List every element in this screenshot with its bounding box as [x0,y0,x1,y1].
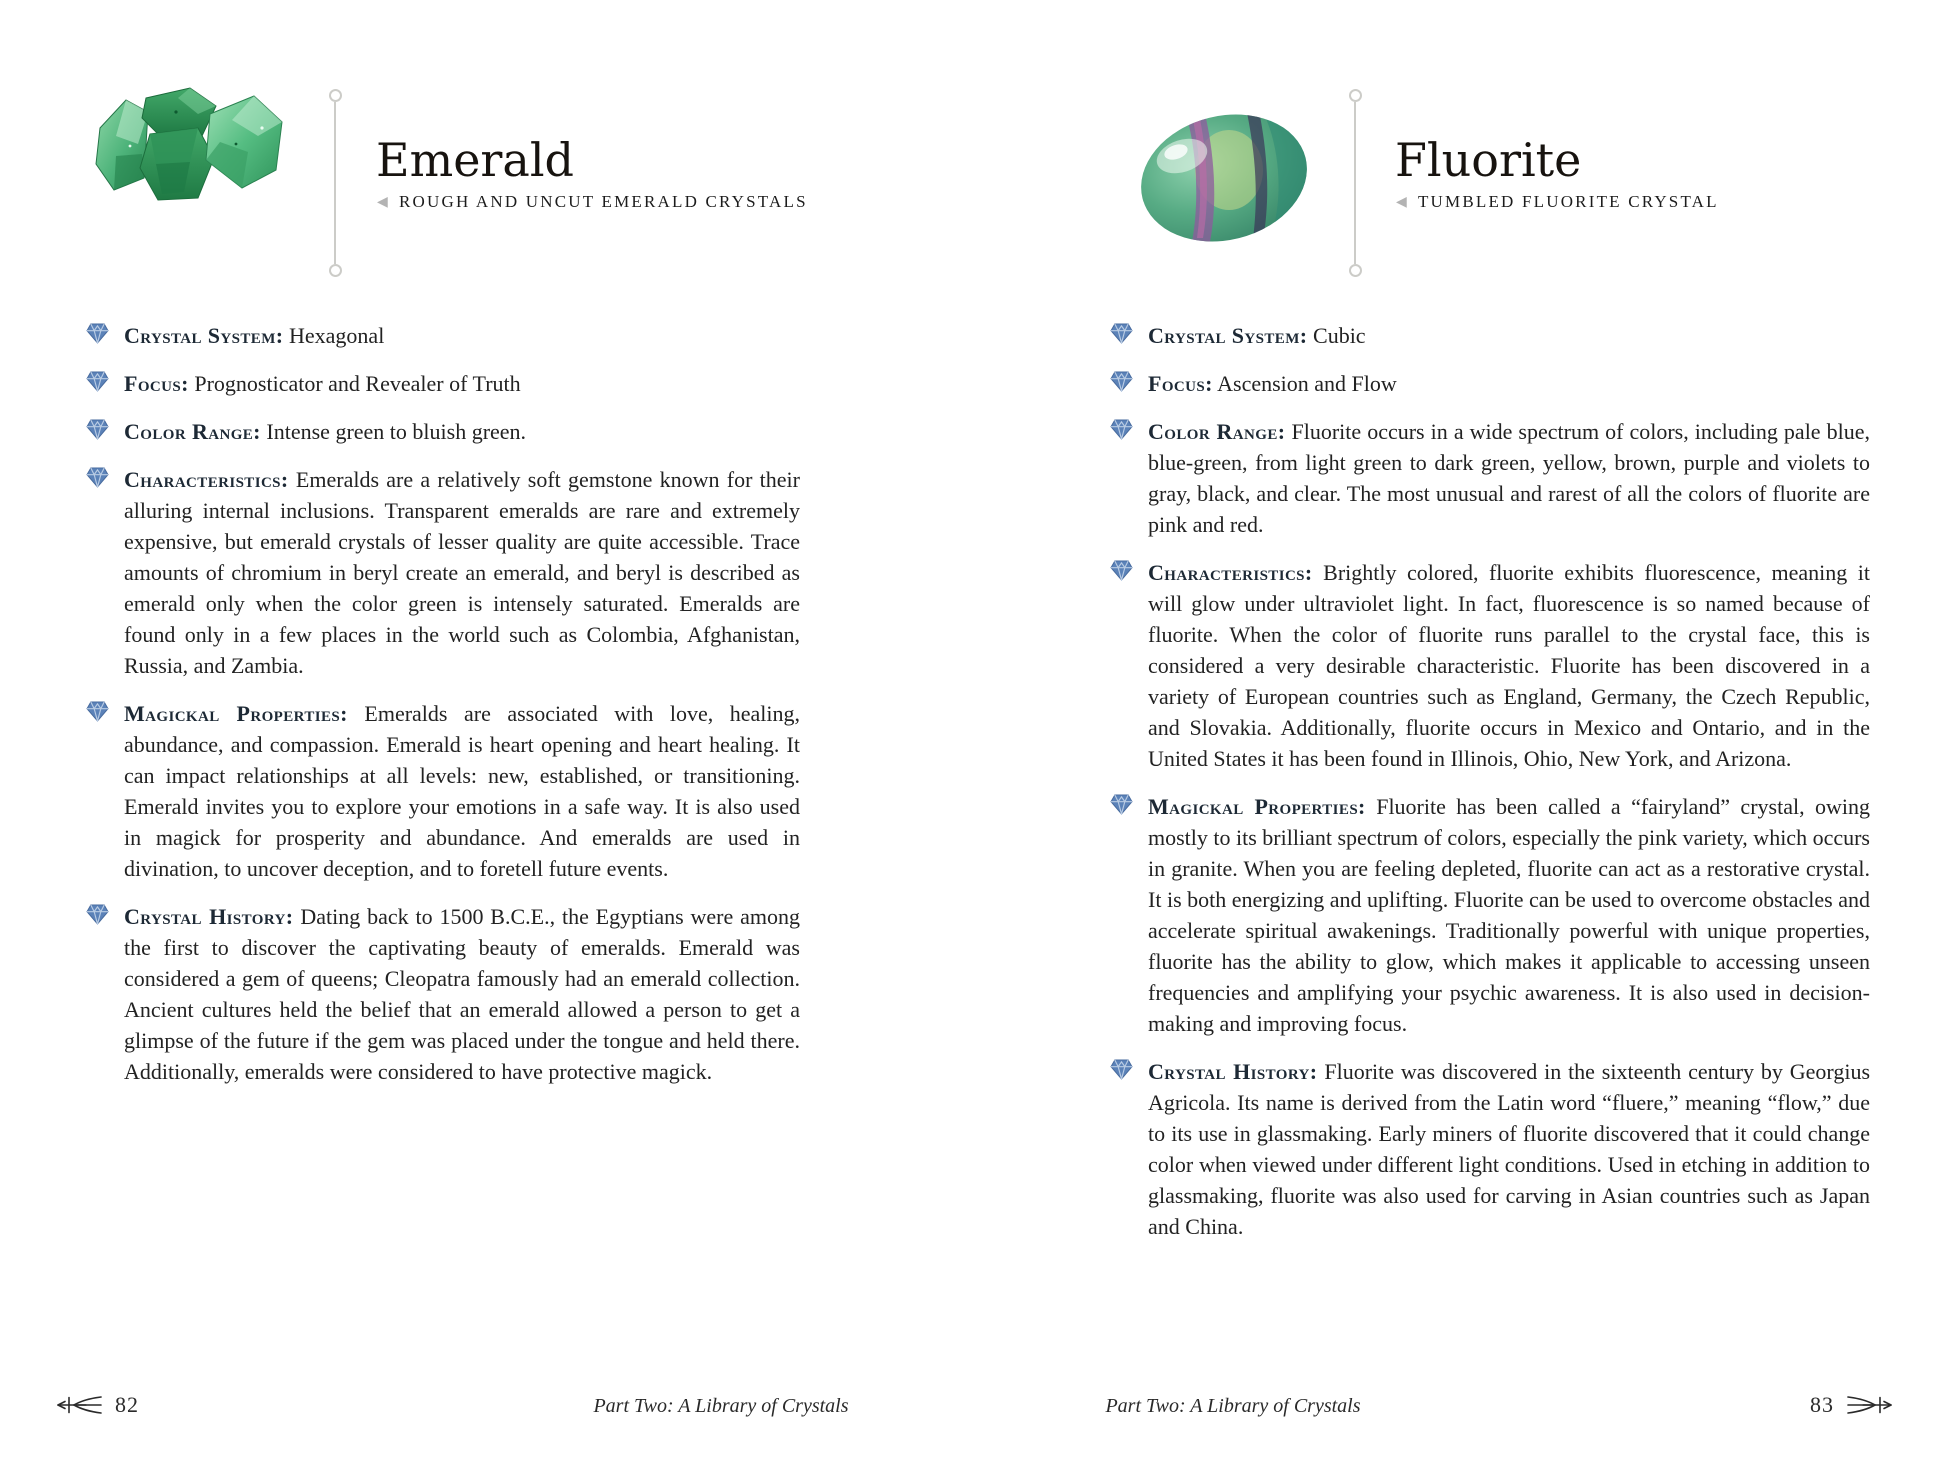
caption-left-triangle-icon: ◀ [1396,195,1409,210]
crystal-fact-text [124,368,800,399]
crystal-fact-label: Characteristics: [1148,560,1313,585]
photo-caption-text: ROUGH AND UNCUT EMERALD CRYSTALS [398,192,808,211]
left-footer [56,1392,139,1418]
crystal-fact-label: Focus: [124,371,189,396]
running-footer-title-left: Part Two: A Library of Crystals [593,1395,849,1417]
running-footer-title-right: Part Two: A Library of Crystals [1105,1395,1361,1417]
crystal-fact-item [124,464,800,681]
crystal-fact-label: Crystal History: [124,904,294,929]
gem-bullet-icon [1110,371,1133,392]
gem-bullet-icon [86,419,109,440]
crystal-fact-text [124,416,800,447]
crystal-fact-value: Dating back to 1500 B.C.E., the Egyptians were among the first to discover the captivating beauty of emeralds. Emerald was considered a gem of queens; Cleopatra famously had an emerald collection. Ancient cultures held the belief that an emerald allowed a person to get a glimpse of the future if the gem was placed under the tongue and held there. Additionally, emeralds were considered to have protective magick. [124,904,801,1084]
crystal-fact-value: Emeralds are associated with love, healing, abundance, and compassion. Emerald is heart opening and heart healing. It can impact relationships at all levels: new, established, or transitioning. Emerald invites you to explore your emotions in a safe way. It is also used in magick for prosperity and abundance. And emeralds are used in divination, to uncover deception, and to foretell future events. [124,701,800,881]
crystal-fact-text [1148,416,1870,540]
crystal-fact-item [124,368,800,399]
crystal-fact-item [124,901,800,1087]
crystal-fact-value: Hexagonal [289,323,385,348]
crystal-fact-label: Color Range: [124,419,261,444]
crystal-fact-label: Magickal Properties: [1148,794,1366,819]
right-footer [1810,1392,1893,1418]
header-divider-rule-right [1354,102,1356,264]
crystal-fact-item [1148,368,1870,399]
emerald-crystals-photo [86,84,322,212]
crystal-fact-label: Color Range: [1148,419,1286,444]
crystal-fact-item [1148,1056,1870,1242]
gem-bullet-icon [1110,794,1133,815]
crystal-facts-list-emerald [124,320,800,1087]
crystal-fact-value: Cubic [1313,323,1366,348]
crystal-fact-item [1148,791,1870,1039]
crystal-fact-text [1148,791,1870,1039]
crystal-fact-text [124,464,800,681]
crystal-fact-value: Prognosticator and Revealer of Truth [194,371,521,396]
photo-caption-emerald [377,192,808,212]
crystal-fact-label: Characteristics: [124,467,289,492]
crystal-fact-value: Fluorite occurs in a wide spectrum of colors, including pale blue, blue-green, from light green to dark green, yellow, brown, purple and violets to gray, black, and clear. The most unusual and rarest of all the colors of fluorite are pink and red. [1148,419,1870,537]
crystal-fact-value: Fluorite was discovered in the sixteenth century by Georgius Agricola. Its name is derived from the Latin word “fluere,” meaning “flow,” due to its use in glassmaking. Early miners of fluorite discovered that it could change color when viewed under different light conditions. Used in etching in addition to glassmaking, fluorite was also used for carving in Asian countries such as Japan and China. [1148,1059,1871,1239]
gem-bullet-icon [1110,1059,1133,1080]
page-number-right: 83 [1810,1392,1834,1417]
crystal-fact-text [1148,368,1870,399]
crystal-fact-text [1148,320,1870,351]
crystal-fact-text [1148,1056,1870,1242]
crystal-fact-label: Focus: [1148,371,1213,396]
crystal-fact-item [1148,320,1870,351]
crystal-fact-text [1148,557,1870,774]
photo-caption-fluorite [1396,192,1719,212]
gem-bullet-icon [1110,560,1133,581]
photo-caption-text: TUMBLED FLUORITE CRYSTAL [1417,192,1719,211]
crystal-fact-value: Emeralds are a relatively soft gemstone known for their alluring internal inclusions. Transparent emeralds are rare and extremely expensive, but emerald crystals of lesser quality are quite accessible. Trace amounts of chromium in beryl create an emerald, and beryl is described as emerald only when the color green is intensely saturated. Emeralds are found only in a few places in the world such as Colombia, Afghanistan, Russia, and Zambia. [124,467,800,678]
crystal-fact-value: Brightly colored, fluorite exhibits fluorescence, meaning it will glow under ultraviolet light. In fact, fluorescence is so named because of fluorite. When the color of fluorite runs parallel to the crystal face, this is considered a very desirable characteristic. Fluorite has been discovered in a variety of European countries such as England, Germany, the Czech Republic, and Slovakia. Additionally, fluorite occurs in Mexico and Ontario, and in the United States it has been found in Illinois, Ohio, New York, and Arizona. [1148,560,1870,771]
crystal-fact-text [124,901,800,1087]
crystal-fact-item [1148,416,1870,540]
crystal-fact-text [124,320,800,351]
header-divider-rule-left [334,102,336,264]
crystal-fact-label: Crystal System: [1148,323,1308,348]
crystal-fact-item [1148,557,1870,774]
arrow-ornament-right-icon [1847,1394,1893,1416]
page-title-emerald: Emerald [376,132,574,187]
crystal-fact-text [124,698,800,884]
crystal-fact-label: Crystal History: [1148,1059,1318,1084]
crystal-fact-value: Intense green to bluish green. [266,419,527,444]
gem-bullet-icon [1110,323,1133,344]
page-title-fluorite: Fluorite [1395,132,1582,187]
gem-bullet-icon [86,467,109,488]
arrow-ornament-left-icon [56,1394,102,1416]
crystal-fact-label: Crystal System: [124,323,284,348]
crystal-fact-item [124,698,800,884]
fluorite-stone-photo [1134,108,1314,248]
gem-bullet-icon [86,371,109,392]
crystal-fact-value: Ascension and Flow [1217,371,1397,396]
gem-bullet-icon [86,701,109,722]
caption-left-triangle-icon: ◀ [377,195,390,210]
crystal-fact-label: Magickal Properties: [124,701,348,726]
gem-bullet-icon [86,904,109,925]
gem-bullet-icon [1110,419,1133,440]
crystal-fact-item [124,416,800,447]
gem-bullet-icon [86,323,109,344]
page-number-left: 82 [115,1392,139,1417]
crystal-fact-item [124,320,800,351]
crystal-facts-list-fluorite [1148,320,1870,1242]
crystal-fact-value: Fluorite has been called a “fairyland” crystal, owing mostly to its brilliant spectrum of colors, especially the pink variety, which occurs in granite. When you are feeling depleted, fluorite can act as a restorative crystal. It is both energizing and uplifting. Fluorite can be used to overcome obstacles and accelerate spiritual awakenings. Traditionally powerful with unique properties, fluorite has the ability to glow, which makes it applicable to accessing unseen frequencies and amplifying your psychic awareness. It is also used in decision-making and improving focus. [1148,794,1870,1036]
